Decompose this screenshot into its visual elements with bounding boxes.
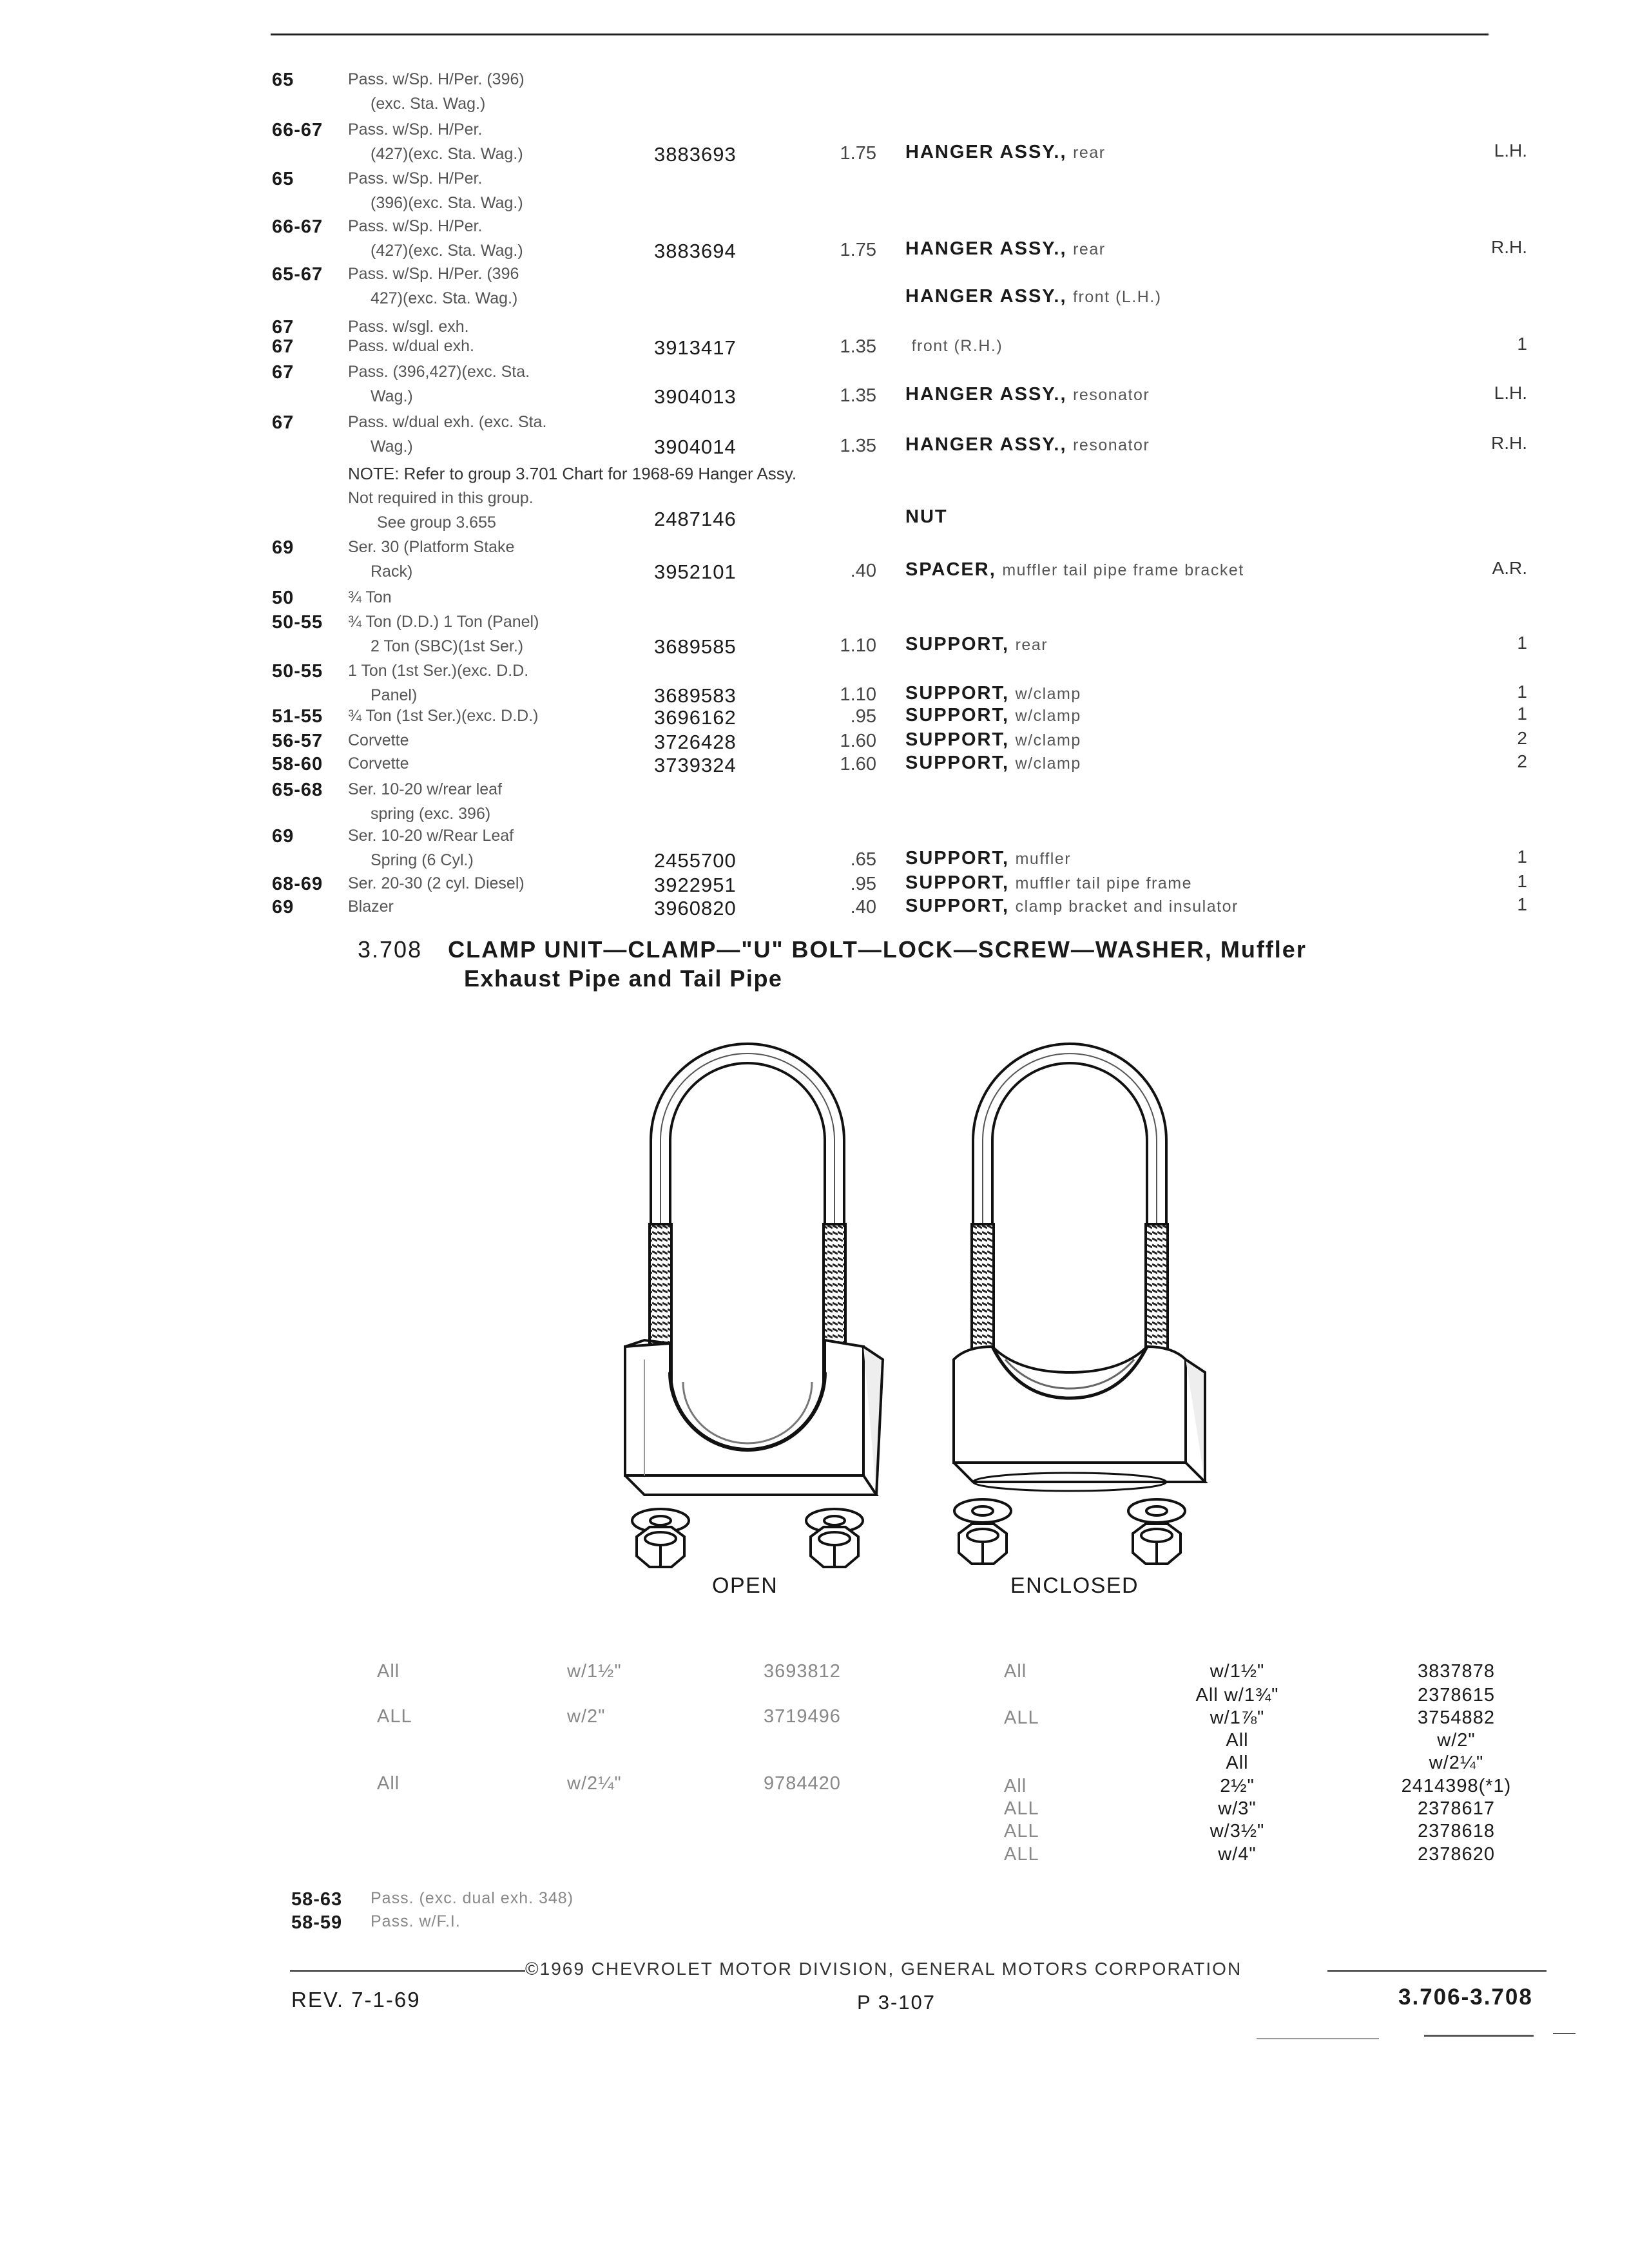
section-heading: CLAMP UNIT—CLAMP—"U" BOLT—LOCK—SCREW—WASHER, Muffler [448,936,1307,963]
note-year: 58-59 [291,1912,343,1933]
part-number-cell: 3883694 [654,240,737,262]
application-cell-line2: (427)(exc. Sta. Wag.) [371,145,523,163]
application-cell-line2: (396)(exc. Sta. Wag.) [371,194,523,212]
footer-rule-right [1327,1970,1547,1972]
clamp-part-number: 3837878 [1418,1661,1495,1682]
application-cell-line2: Wag.) [371,387,413,405]
part-number-cell: 3960820 [654,897,737,919]
price-cell: 1.35 [840,336,876,357]
price-cell: .40 [850,897,876,918]
clamp-part-number: 3693812 [764,1661,841,1682]
clamp-part-number: w/2¼" [1429,1753,1484,1773]
price-cell: 1.35 [840,436,876,456]
application-cell-line2: (exc. Sta. Wag.) [371,95,486,113]
year-cell: 68-69 [272,874,323,894]
year-cell: 65-67 [272,264,323,285]
year-cell: 65 [272,169,294,189]
clamp-size: w/1⅞" [1210,1707,1265,1728]
application-cell: Ser. 10-20 w/rear leaf [348,780,503,798]
clamp-part-number: 2378620 [1418,1844,1495,1865]
price-cell: .40 [850,561,876,581]
application-cell: Pass. w/Sp. H/Per. [348,217,483,235]
clamp-size: w/1½" [567,1661,622,1682]
price-cell: 1.60 [840,754,876,774]
application-cell: Pass. (396,427)(exc. Sta. [348,363,530,381]
application-cell: Pass. w/Sp. H/Per. (396) [348,70,525,88]
quantity-cell: 1 [1517,334,1527,354]
price-cell: 1.10 [840,635,876,656]
clamp-size: w/4" [1218,1844,1257,1865]
part-number-cell: 3726428 [654,731,737,753]
price-cell: .95 [850,706,876,727]
clamp-illustration [606,1012,1224,1579]
year-cell: 50-55 [272,612,323,633]
application-cell-line2: Wag.) [371,437,413,456]
clamp-size: w/3½" [1210,1821,1265,1841]
clamp-size: 2½" [1220,1776,1255,1796]
note-text: Pass. w/F.I. [371,1912,461,1930]
year-cell: 66-67 [272,120,323,140]
description-cell: HANGER ASSY., resonator [905,384,1150,405]
application-cell: Pass. w/sgl. exh. [348,318,469,336]
clamp-part-number: 3719496 [764,1706,841,1727]
application-cell-line2: Panel) [371,686,418,704]
application-cell: Ser. 30 (Platform Stake [348,538,515,556]
clamp-part-number: w/2" [1437,1730,1476,1751]
application-cell: Pass. w/Sp. H/Per. [348,169,483,187]
part-number-cell: 3904013 [654,385,737,408]
scan-mark-3 [1553,2033,1576,2034]
price-cell: 1.60 [840,731,876,751]
year-cell: 67 [272,317,294,338]
clamp-size: w/2¼" [567,1773,622,1794]
year-cell: 67 [272,362,294,383]
note-year: 58-63 [291,1889,343,1910]
description-cell: HANGER ASSY., resonator [905,434,1150,455]
footer-copyright: ©1969 CHEVROLET MOTOR DIVISION, GENERAL MOTORS CORPORATION [525,1959,1242,1979]
application-cell: Pass. w/Sp. H/Per. [348,120,483,139]
note-text: Pass. (exc. dual exh. 348) [371,1889,574,1907]
nut-description: NUT [905,506,948,527]
application-cell: Blazer [348,898,394,916]
clamp-part-number: 2414398(*1) [1401,1776,1512,1796]
year-cell: 69 [272,826,294,847]
clamp-part-number: 2378617 [1418,1798,1495,1819]
year-cell: 51-55 [272,706,323,727]
description-cell: SUPPORT, w/clamp [905,705,1081,726]
year-cell: 69 [272,537,294,558]
part-number-cell: 3904014 [654,436,737,458]
clamp-model: ALL [1004,1707,1039,1728]
description-cell: SUPPORT, w/clamp [905,729,1081,750]
application-cell-line2: 427)(exc. Sta. Wag.) [371,289,518,307]
description-cell: front (R.H.) [911,337,1003,355]
part-number-cell: 3952101 [654,561,737,583]
description-cell: HANGER ASSY., front (L.H.) [905,286,1162,307]
application-cell-line2: spring (exc. 396) [371,805,491,823]
quantity-cell: 1 [1517,871,1527,891]
description-cell: SUPPORT, clamp bracket and insulator [905,896,1239,916]
clamp-part-number: 2378615 [1418,1685,1495,1706]
application-cell: Ser. 10-20 w/Rear Leaf [348,827,514,845]
open-caption: OPEN [712,1573,778,1598]
part-number-cell: 3913417 [654,336,737,359]
price-cell: .65 [850,849,876,870]
footer-revision: REV. 7-1-69 [291,1988,421,2012]
price-cell: 1.75 [840,143,876,164]
description-cell: SUPPORT, w/clamp [905,753,1081,773]
nut-app-line1: Not required in this group. [348,489,534,507]
year-cell: 56-57 [272,731,323,751]
clamp-size: w/2" [567,1706,606,1727]
nut-part-number: 2487146 [654,508,737,530]
clamp-size: All [1226,1730,1249,1751]
quantity-cell: L.H. [1494,383,1527,403]
quantity-cell: R.H. [1491,237,1527,257]
part-number-cell: 2455700 [654,849,737,872]
description-cell: HANGER ASSY., rear [905,142,1106,162]
scan-mark-1 [1257,2038,1379,2039]
year-cell: 69 [272,897,294,918]
price-cell: 1.10 [840,684,876,705]
quantity-cell: 2 [1517,751,1527,771]
description-cell: SUPPORT, muffler tail pipe frame [905,872,1193,893]
part-number-cell: 3922951 [654,874,737,896]
price-cell: .95 [850,874,876,894]
clamp-model: ALL [377,1706,412,1727]
application-cell: ¾ Ton [348,588,392,606]
application-cell: Pass. w/Sp. H/Per. (396 [348,265,519,283]
year-cell: 67 [272,412,294,433]
section-title [358,936,1307,963]
quantity-cell: 1 [1517,682,1527,702]
footer-page-number: P 3-107 [857,1991,936,2013]
part-number-cell: 3739324 [654,754,737,776]
quantity-cell: 1 [1517,894,1527,914]
description-cell: SPACER, muffler tail pipe frame bracket [905,559,1244,580]
clamp-part-number: 9784420 [764,1773,841,1794]
description-cell [905,191,912,212]
description-cell [905,802,912,823]
description-cell: SUPPORT, rear [905,634,1048,655]
year-cell: 67 [272,336,294,357]
clamp-size: w/3" [1218,1798,1257,1819]
price-cell: 1.35 [840,385,876,406]
application-cell-line2: Spring (6 Cyl.) [371,851,474,869]
quantity-cell: R.H. [1491,433,1527,453]
clamp-size: w/1½" [1210,1661,1265,1682]
application-cell-line2: 2 Ton (SBC)(1st Ser.) [371,637,524,655]
application-cell-line2: Rack) [371,562,413,581]
quantity-cell: 1 [1517,704,1527,724]
year-cell: 58-60 [272,754,323,774]
description-cell: SUPPORT, muffler [905,848,1072,869]
clamp-model: ALL [1004,1798,1039,1819]
quantity-cell: 2 [1517,728,1527,748]
application-cell-line2: (427)(exc. Sta. Wag.) [371,242,523,260]
clamp-model: ALL [1004,1844,1039,1865]
application-cell: ¾ Ton (D.D.) 1 Ton (Panel) [348,613,539,631]
description-cell [905,586,912,608]
quantity-cell: A.R. [1492,558,1527,578]
clamp-size: All w/1¾" [1195,1685,1279,1706]
scan-mark-2 [1424,2035,1534,2037]
quantity-cell: 1 [1517,847,1527,867]
clamp-model: All [1004,1776,1027,1796]
clamp-part-number: 2378618 [1418,1821,1495,1841]
application-cell: Pass. w/dual exh. [348,337,474,355]
description-cell [905,91,912,113]
application-cell: 1 Ton (1st Ser.)(exc. D.D. [348,662,529,680]
price-cell: 1.75 [840,240,876,260]
application-cell: Ser. 20-30 (2 cyl. Diesel) [348,874,525,892]
nut-app-line2: See group 3.655 [377,514,496,532]
section-number: 3.708 [358,936,423,963]
year-cell: 66-67 [272,216,323,237]
year-cell: 65-68 [272,780,323,800]
description-cell: SUPPORT, w/clamp [905,683,1081,704]
year-cell: 65 [272,70,294,90]
clamp-model: All [377,1661,400,1682]
enclosed-clamp-icon [954,1044,1205,1564]
part-number-cell: 3883693 [654,143,737,166]
application-cell: Corvette [348,754,409,773]
footer-section-range: 3.706-3.708 [1398,1984,1533,2010]
part-number-cell: 3689583 [654,684,737,707]
footer-rule-left [290,1970,525,1972]
top-rule [271,34,1489,35]
enclosed-caption: ENCLOSED [1010,1573,1139,1598]
part-number-cell: 3696162 [654,706,737,729]
clamp-model: All [377,1773,400,1794]
year-cell: 50 [272,588,294,608]
clamp-size: All [1226,1753,1249,1773]
section-subtitle: Exhaust Pipe and Tail Pipe [464,965,783,992]
quantity-cell: L.H. [1494,140,1527,160]
year-cell: 50-55 [272,661,323,682]
clamp-model: All [1004,1661,1027,1682]
open-clamp-icon [625,1044,883,1567]
application-cell: ¾ Ton (1st Ser.)(exc. D.D.) [348,707,539,725]
application-cell: Corvette [348,731,409,749]
description-cell: HANGER ASSY., rear [905,238,1106,259]
quantity-cell: 1 [1517,633,1527,653]
group-note: NOTE: Refer to group 3.701 Chart for 1968-69 Hanger Assy. [348,464,797,483]
description-cell [905,316,912,337]
clamp-model: ALL [1004,1821,1039,1841]
application-cell: Pass. w/dual exh. (exc. Sta. [348,413,547,431]
part-number-cell: 3689585 [654,635,737,658]
clamp-part-number: 3754882 [1418,1707,1495,1728]
